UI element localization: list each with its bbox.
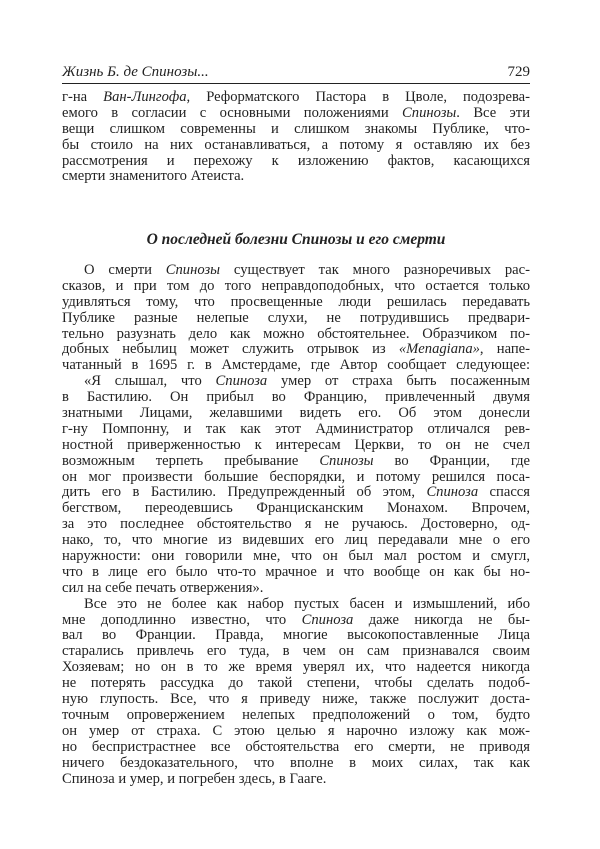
text-line [62, 422, 530, 438]
text-segment: знатными Лицами, желавшими видеть его. Об этом донесли [62, 405, 530, 422]
italic-text: Ван-Лингофа [103, 89, 187, 105]
text-line [62, 628, 530, 644]
text-segment: даже никогда не бы- [353, 611, 530, 628]
text-line [62, 390, 530, 406]
text-line [62, 597, 530, 613]
text-segment: г-ну Помпонну, и так как этот Администратор отличался рев- [62, 420, 530, 437]
text-line [62, 342, 530, 358]
text-line [62, 263, 530, 279]
text-segment: но беспристрастнее все обстоятельства его смерти, не приводя [62, 738, 530, 755]
text-line [62, 106, 530, 122]
text-line [62, 660, 530, 676]
text-segment: , Реформатского Пастора в Цволе, подозрева- [186, 89, 530, 105]
text-line [62, 470, 530, 486]
text-line [62, 327, 530, 343]
text-segment: мне доподлинно известно, что [62, 611, 302, 628]
text-segment: спасся [478, 484, 530, 501]
text-line [62, 613, 530, 629]
italic-text: Спинозы [319, 452, 374, 469]
text-line [62, 501, 530, 517]
text-line [62, 279, 530, 295]
text-segment: наружности: они говорили мне, что он был мал ростом и смугл, [62, 548, 530, 565]
text-segment: в Бастилию. Он прибыл во Францию, привлеченный двумя [62, 389, 530, 406]
text-segment: существует так много разноречивых рас- [220, 262, 530, 278]
text-segment: удивляться тому, что просвещенные люди решилась передавать [62, 293, 530, 310]
running-header [62, 64, 530, 84]
text-line [62, 740, 530, 756]
text-segment: сказов, и при том до того неправдоподобных, что остается только [62, 277, 530, 294]
text-line [62, 692, 530, 708]
text-segment: рассмотрения и перехожу к изложению фактов, касающихся [62, 152, 530, 169]
italic-text: Спиноза [215, 373, 268, 390]
text-line [62, 724, 530, 740]
text-line [62, 581, 530, 597]
text-line [62, 644, 530, 660]
text-segment: нако, то, что многие из видевших его лиц передавали мне о его [62, 532, 530, 549]
text-segment: . Все эти [456, 104, 530, 121]
paragraph-block-1 [62, 90, 530, 185]
text-segment: бы стоило на них останавливаться, а потому я оставляю их без [62, 136, 530, 153]
paragraph-block-2 [62, 263, 530, 787]
text-segment: смерти знаменитого Атеиста. [62, 168, 245, 185]
text-segment: г-на [62, 89, 104, 105]
text-segment: за это последнее обстоятельство я не ручаюсь. Достоверно, од- [62, 516, 530, 533]
text-line [62, 549, 530, 565]
text-segment: Спиноза и умер, и погребен здесь, в Гааге. [62, 770, 327, 787]
italic-text: «Menagiana» [398, 341, 480, 358]
text-segment: бегством, переодевшись Францисканским Монахом. Впрочем, [62, 500, 530, 517]
text-segment: он умер от страха. С этою целью я нарочно изложу как мож- [62, 722, 530, 739]
text-segment: чатанный в 1695 г. в Амстердаме, где Автор сообщает следующее: [62, 357, 530, 374]
text-segment: ничего бездоказательного, что вполне в моих силах, так как [62, 754, 530, 771]
text-line [62, 138, 530, 154]
text-line [62, 311, 530, 327]
text-segment: Хозяевам; но он в то же время уверял их, что надеется никогда [62, 659, 530, 676]
text-segment: Публике разные нелепые слухи, не потрудившись предвари- [62, 309, 530, 326]
text-segment: тельно разузнать дело как можно обстоятельнее. Образчиком по- [62, 325, 530, 342]
text-segment: вал во Франции. Правда, многие высокопоставленные Лица [62, 627, 530, 644]
text-segment: что в лице его было что-то мрачное и что вообще он как бы но- [62, 563, 530, 580]
text-segment: возможным терпеть пребывание [62, 452, 320, 469]
text-segment: , напе- [479, 341, 531, 358]
text-segment: старались привлечь его туда, в чем он сам признавался своим [62, 643, 530, 660]
text-line [62, 517, 530, 533]
italic-text: Спиноза [301, 611, 354, 628]
text-segment: точным опровержением нелепых предположений о том, будто [62, 706, 530, 723]
text-segment: О смерти [84, 262, 166, 278]
text-segment: умер от страха быть посаженным [267, 373, 531, 390]
text-segment: емого в согласии с основными положениями [62, 104, 403, 121]
text-line [62, 374, 530, 390]
text-line [62, 756, 530, 772]
text-line [62, 169, 530, 185]
text-segment: добных небылиц может служить отрывок из [62, 341, 399, 358]
text-line [62, 122, 530, 138]
text-line [62, 406, 530, 422]
text-line [62, 358, 530, 374]
running-title: Жизнь Б. де Спинозы... [62, 64, 209, 80]
text-line [62, 454, 530, 470]
italic-text: Спинозы [402, 104, 457, 121]
text-segment: он мог произвести большие беспорядки, и потому решился поса- [62, 468, 530, 485]
text-segment: во Франции, где [373, 452, 530, 469]
text-line [62, 533, 530, 549]
text-line [62, 438, 530, 454]
text-line [62, 565, 530, 581]
text-line [62, 708, 530, 724]
section-heading: О последней болезни Спинозы и его смерти [146, 231, 446, 248]
text-segment: Все это не более как набор пустых басен и измышлений, ибо [84, 595, 530, 612]
text-segment: сил на себе печать отвержения». [62, 579, 264, 596]
text-segment: вещи слишком современны и слишком знакомы Публике, что- [62, 120, 530, 137]
text-line [62, 90, 530, 106]
text-segment: «Я слышал, что [84, 373, 216, 390]
text-segment: не потерять рассудка до такой степени, чтобы сделать подоб- [62, 675, 530, 692]
text-line [62, 772, 530, 788]
text-segment: дить его в Бастилию. Предупрежденный об этом, [62, 484, 427, 501]
text-segment: ную глупость. Все, что я приведу ниже, также послужит доста- [62, 691, 530, 708]
text-line [62, 295, 530, 311]
text-line [62, 676, 530, 692]
text-line [62, 154, 530, 170]
text-line [62, 485, 530, 501]
italic-text: Спинозы [165, 262, 221, 278]
page-number: 729 [507, 64, 530, 80]
text-segment: ностной приверженностью к интересам Церкви, то он не счел [62, 436, 530, 453]
italic-text: Спиноза [426, 484, 479, 501]
